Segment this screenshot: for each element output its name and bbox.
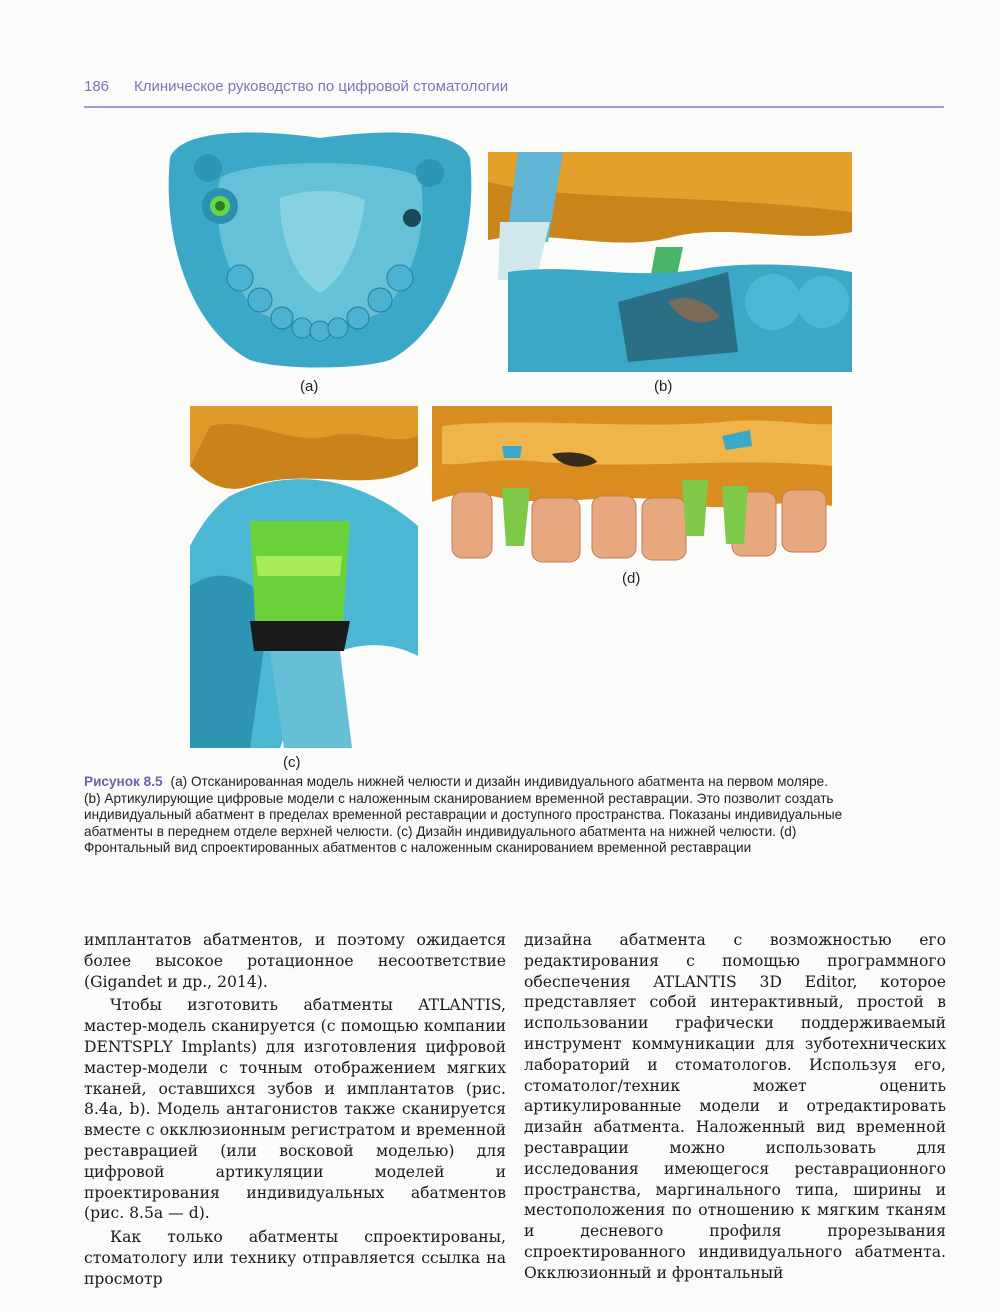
page-number: 186 <box>84 78 110 95</box>
figure-c-abutment-design <box>190 406 418 748</box>
figure-a-label: (a) <box>300 378 319 395</box>
figure-c-label: (c) <box>283 754 301 771</box>
figure-caption-text: (a) Отсканированная модель нижней челюсти и дизайн индивидуального абатмента на первом моляре. (b) Артикулирующие цифровые модели с наложенным сканированием временной реставрации. Это позволит создать индивидуальный абатмент в пределах временной реставрации и доступного пространства. Показаны индивидуальные абатменты в переднем отделе верхней челюсти. (c) Дизайн индивидуального абатмента на нижней челюсти. (d) Фронтальный вид спроектированных абатментов с наложенным сканированием временной реставрации <box>84 774 843 855</box>
body-column-left <box>84 930 506 1290</box>
figure-b-label: (b) <box>654 378 673 395</box>
running-title: Клиническое руководство по цифровой стоматологии <box>134 78 509 95</box>
figure-a-lower-jaw-scan <box>160 128 480 372</box>
paragraph: Чтобы изготовить абатменты ATLANTIS, мастер-модель сканируется (с помощью компании DENTSPLY Implants) для изготовления цифровой мастер-модели с точным отображением мягких тканей, оставшихся зубов и имплантатов (рис. 8.4a, b). Модель антагонистов также сканируется вместе с окклюзионным регистратом и временной реставрацией (или восковой моделью) для цифровой артикуляции моделей и проектирования индивидуальных абатментов (рис. 8.5a — d). <box>84 996 506 1223</box>
body-column-right <box>524 930 946 1284</box>
running-header <box>84 76 944 108</box>
figure-d-label: (d) <box>622 570 641 587</box>
figure-caption-label: Рисунок 8.5 <box>84 774 163 789</box>
figure-caption <box>84 774 844 857</box>
paragraph: Как только абатменты спроектированы, стоматологу или технику отправляется ссылка на просмотр <box>84 1228 506 1288</box>
figure-b-articulated-models <box>488 152 852 372</box>
paragraph: имплантатов абатментов, и поэтому ожидается более высокое ротационное несоответствие (Gigandet и др., 2014). <box>84 931 506 991</box>
figure-d-frontal-view <box>432 406 832 568</box>
paragraph: дизайна абатмента с возможностью его редактирования с помощью программного обеспечения ATLANTIS 3D Editor, которое представляет собой интерактивный, простой в использовании графически поддерживаемый инструмент коммуникации для зуботехнических лабораторий и стоматологов. Используя его, стоматолог/техник может оценить артикулированные модели и отредактировать дизайн абатмента. Наложенный вид временной реставрации можно использовать для исследования имеющегося реставрационного пространства, маргинального типа, ширины и местоположения по отношению к мягким тканям и десневого профиля прорезывания спроектированного индивидуального абатмента. Окклюзионный и фронтальный <box>524 931 946 1282</box>
